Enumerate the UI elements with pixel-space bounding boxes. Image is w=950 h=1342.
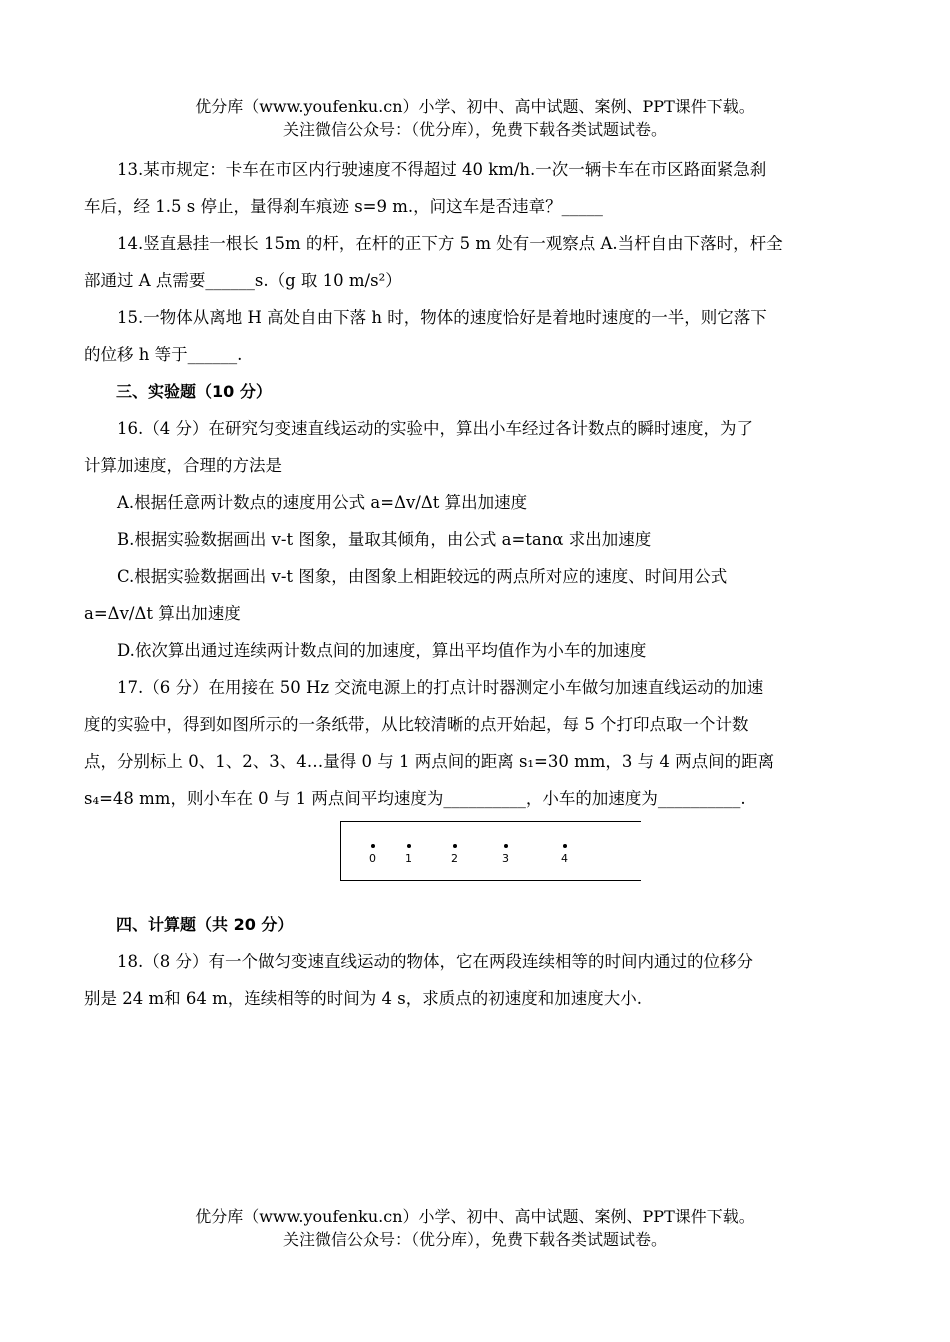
tape-label-1: 1 [405, 852, 412, 865]
tape-dot-3 [504, 844, 508, 848]
tape-dot-0 [371, 844, 375, 848]
tape-dot-1 [407, 844, 411, 848]
q16-option-c-line-2: a=Δv/Δt 算出加速度 [84, 604, 241, 623]
question-16 [84, 410, 866, 669]
header-line-1: 优分库（www.youfenku.cn）小学、初中、高中试题、案例、PPT课件下载。 [195, 97, 755, 116]
q17-line-4: s₄=48 mm，则小车在 0 与 1 两点间平均速度为__________，小车的加速度为__________. [84, 789, 746, 808]
question-18 [84, 943, 866, 1017]
tape-label-0: 0 [369, 852, 376, 865]
q16-option-d: D.依次算出通过连续两计数点间的加速度，算出平均值作为小车的加速度 [117, 641, 647, 660]
q16-line-2: 计算加速度，合理的方法是 [84, 456, 282, 475]
header-line-2: 关注微信公众号：（优分库），免费下载各类试题试卷。 [282, 120, 667, 139]
q13-line-1: 13.某市规定：卡车在市区内行驶速度不得超过 40 km/h.一次一辆卡车在市区路面紧急刹 [117, 160, 767, 179]
q16-option-c-line-1: C.根据实验数据画出 v-t 图象，由图象上相距较远的两点所对应的速度、时间用公式 [117, 567, 728, 586]
question-17 [84, 669, 866, 817]
q18-line-1: 18.（8 分）有一个做匀变速直线运动的物体，它在两段连续相等的时间内通过的位移分 [117, 952, 753, 971]
footer-line-2: 关注微信公众号：（优分库），免费下载各类试题试卷。 [282, 1230, 667, 1249]
section-3-heading: 三、实验题（10 分） [116, 382, 272, 401]
footer-line-1: 优分库（www.youfenku.cn）小学、初中、高中试题、案例、PPT课件下载。 [195, 1207, 755, 1226]
page-header [0, 95, 950, 141]
q17-line-2: 度的实验中，得到如图所示的一条纸带，从比较清晰的点开始起，每 5 个打印点取一个计数 [84, 715, 749, 734]
tape-dot-4 [563, 844, 567, 848]
q14-line-1: 14.竖直悬挂一根长 15m 的杆，在杆的正下方 5 m 处有一观察点 A.当杆自由下落时，杆全 [117, 234, 783, 253]
q16-line-1: 16.（4 分）在研究匀变速直线运动的实验中，算出小车经过各计数点的瞬时速度，为了 [117, 419, 753, 438]
page-footer [0, 1205, 950, 1251]
tape-label-3: 3 [502, 852, 509, 865]
q15-line-2: 的位移 h 等于______. [84, 345, 243, 364]
q18-line-2: 别是 24 m和 64 m，连续相等的时间为 4 s，求质点的初速度和加速度大小. [84, 989, 642, 1008]
exam-content [84, 151, 866, 1017]
q14-line-2: 部通过 A 点需要______s.（g 取 10 m/s²） [84, 271, 402, 290]
tape-dot-2 [453, 844, 457, 848]
q17-line-3: 点，分别标上 0、1、2、3、4…量得 0 与 1 两点间的距离 s₁=30 mm，3 与 4 两点间的距离 [84, 752, 775, 771]
q17-line-1: 17.（6 分）在用接在 50 Hz 交流电源上的打点计时器测定小车做匀加速直线运动的加速 [117, 678, 764, 697]
question-14 [84, 225, 866, 299]
question-13 [84, 151, 866, 225]
q16-option-a: A.根据任意两计数点的速度用公式 a=Δv/Δt 算出加速度 [117, 493, 528, 512]
q13-line-2: 车后，经 1.5 s 停止，量得刹车痕迹 s=9 m.，问这车是否违章？_____ [84, 197, 603, 216]
tape-label-4: 4 [561, 852, 568, 865]
paper-tape [340, 821, 641, 881]
question-15 [84, 299, 866, 373]
tape-label-2: 2 [451, 852, 458, 865]
q16-option-b: B.根据实验数据画出 v-t 图象，量取其倾角，由公式 a=tanα 求出加速度 [117, 530, 652, 549]
q15-line-1: 15.一物体从离地 H 高处自由下落 h 时，物体的速度恰好是着地时速度的一半，则它落下 [117, 308, 767, 327]
section-4-heading: 四、计算题（共 20 分） [116, 915, 294, 934]
paper-tape-figure [84, 821, 866, 896]
